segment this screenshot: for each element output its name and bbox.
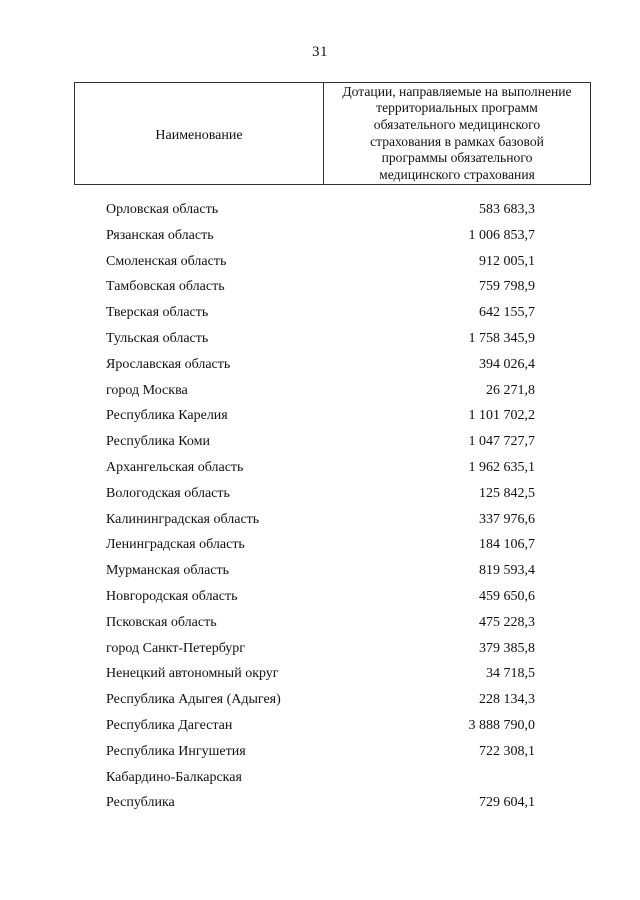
table-row: [0, 408, 640, 434]
table-row: [0, 795, 640, 821]
region-name: Ненецкий автономный округ: [106, 666, 279, 682]
table-row: [0, 202, 640, 228]
table-row: [0, 331, 640, 357]
region-name: Смоленская область: [106, 253, 227, 269]
subsidy-value: 26 271,8: [486, 382, 535, 398]
table-row: [0, 486, 640, 512]
table-row: [0, 718, 640, 744]
table-row: [0, 692, 640, 718]
subsidy-value: 394 026,4: [479, 356, 535, 372]
region-name: Республика Адыгея (Адыгея): [106, 692, 281, 708]
subsidy-value: 1 047 727,7: [468, 434, 535, 450]
table-row: [0, 434, 640, 460]
subsidy-value: 475 228,3: [479, 614, 535, 630]
header-value-line: Дотации, направляемые на выполнение: [342, 83, 572, 99]
subsidy-value: 583 683,3: [479, 202, 535, 217]
subsidy-value: 1 101 702,2: [468, 408, 535, 424]
subsidy-value: 184 106,7: [479, 537, 535, 553]
region-name: Вологодская область: [106, 485, 230, 501]
table-row: [0, 279, 640, 305]
table-row: [0, 615, 640, 641]
region-name: Республика Ингушетия: [106, 743, 246, 759]
region-name: Республика: [106, 795, 175, 811]
page-number: 31: [312, 44, 328, 60]
subsidy-value: 125 842,5: [479, 485, 535, 501]
subsidy-value: 337 976,6: [479, 511, 535, 527]
region-name: Мурманская область: [106, 563, 230, 579]
table-row: [0, 537, 640, 563]
table-row: [0, 383, 640, 409]
table-row: [0, 744, 640, 770]
region-name: Тульская область: [106, 330, 209, 346]
table-header: [74, 82, 591, 185]
header-value-line: медицинского страхования: [379, 166, 535, 182]
table-body: [0, 202, 640, 821]
region-name: Калининградская область: [106, 511, 260, 527]
region-name: Архангельская область: [106, 459, 244, 475]
region-name: Республика Дагестан: [106, 717, 233, 733]
region-name: Рязанская область: [106, 227, 214, 243]
subsidy-value: 379 385,8: [479, 640, 535, 656]
region-name: Тверская область: [106, 305, 209, 321]
subsidy-value: 819 593,4: [479, 563, 535, 579]
table-row: [0, 460, 640, 486]
subsidy-value: 3 888 790,0: [468, 717, 535, 733]
region-name: город Москва: [106, 382, 188, 398]
table-row: [0, 589, 640, 615]
table-row: [0, 563, 640, 589]
header-value-line: обязательного медицинского: [373, 116, 541, 132]
subsidy-value: 228 134,3: [479, 692, 535, 708]
table-row: [0, 357, 640, 383]
table-row: [0, 305, 640, 331]
subsidy-value: 1 006 853,7: [468, 227, 535, 243]
region-name: Ярославская область: [106, 356, 231, 372]
subsidy-value: 912 005,1: [479, 253, 535, 269]
subsidy-value: 1 758 345,9: [468, 330, 535, 346]
region-name: Орловская область: [106, 202, 219, 217]
subsidy-value: 729 604,1: [479, 795, 535, 811]
header-name-column: Наименование: [75, 83, 324, 184]
region-name: Ленинградская область: [106, 537, 245, 553]
subsidy-value: 722 308,1: [479, 743, 535, 759]
region-name: Псковская область: [106, 614, 217, 630]
header-value-line: программы обязательного: [381, 150, 533, 166]
region-name: Тамбовская область: [106, 279, 225, 295]
header-value-line: страхования в рамках базовой: [370, 133, 544, 149]
region-name: Республика Карелия: [106, 408, 228, 424]
table-row: [0, 666, 640, 692]
subsidy-value: 1 962 635,1: [468, 459, 535, 475]
subsidy-value: 459 650,6: [479, 588, 535, 604]
subsidy-value: 642 155,7: [479, 305, 535, 321]
header-value-column: [324, 83, 590, 184]
table-row: [0, 254, 640, 280]
subsidy-value: 34 718,5: [486, 666, 535, 682]
table-row: [0, 228, 640, 254]
region-name: Республика Коми: [106, 434, 210, 450]
region-name: Кабардино-Балкарская: [106, 769, 242, 785]
table-row: [0, 641, 640, 667]
header-value-line: территориальных программ: [376, 100, 538, 116]
region-name: город Санкт-Петербург: [106, 640, 246, 656]
region-name: Новгородская область: [106, 588, 238, 604]
table-row: [0, 770, 640, 796]
table-row: [0, 512, 640, 538]
subsidy-value: 759 798,9: [479, 279, 535, 295]
